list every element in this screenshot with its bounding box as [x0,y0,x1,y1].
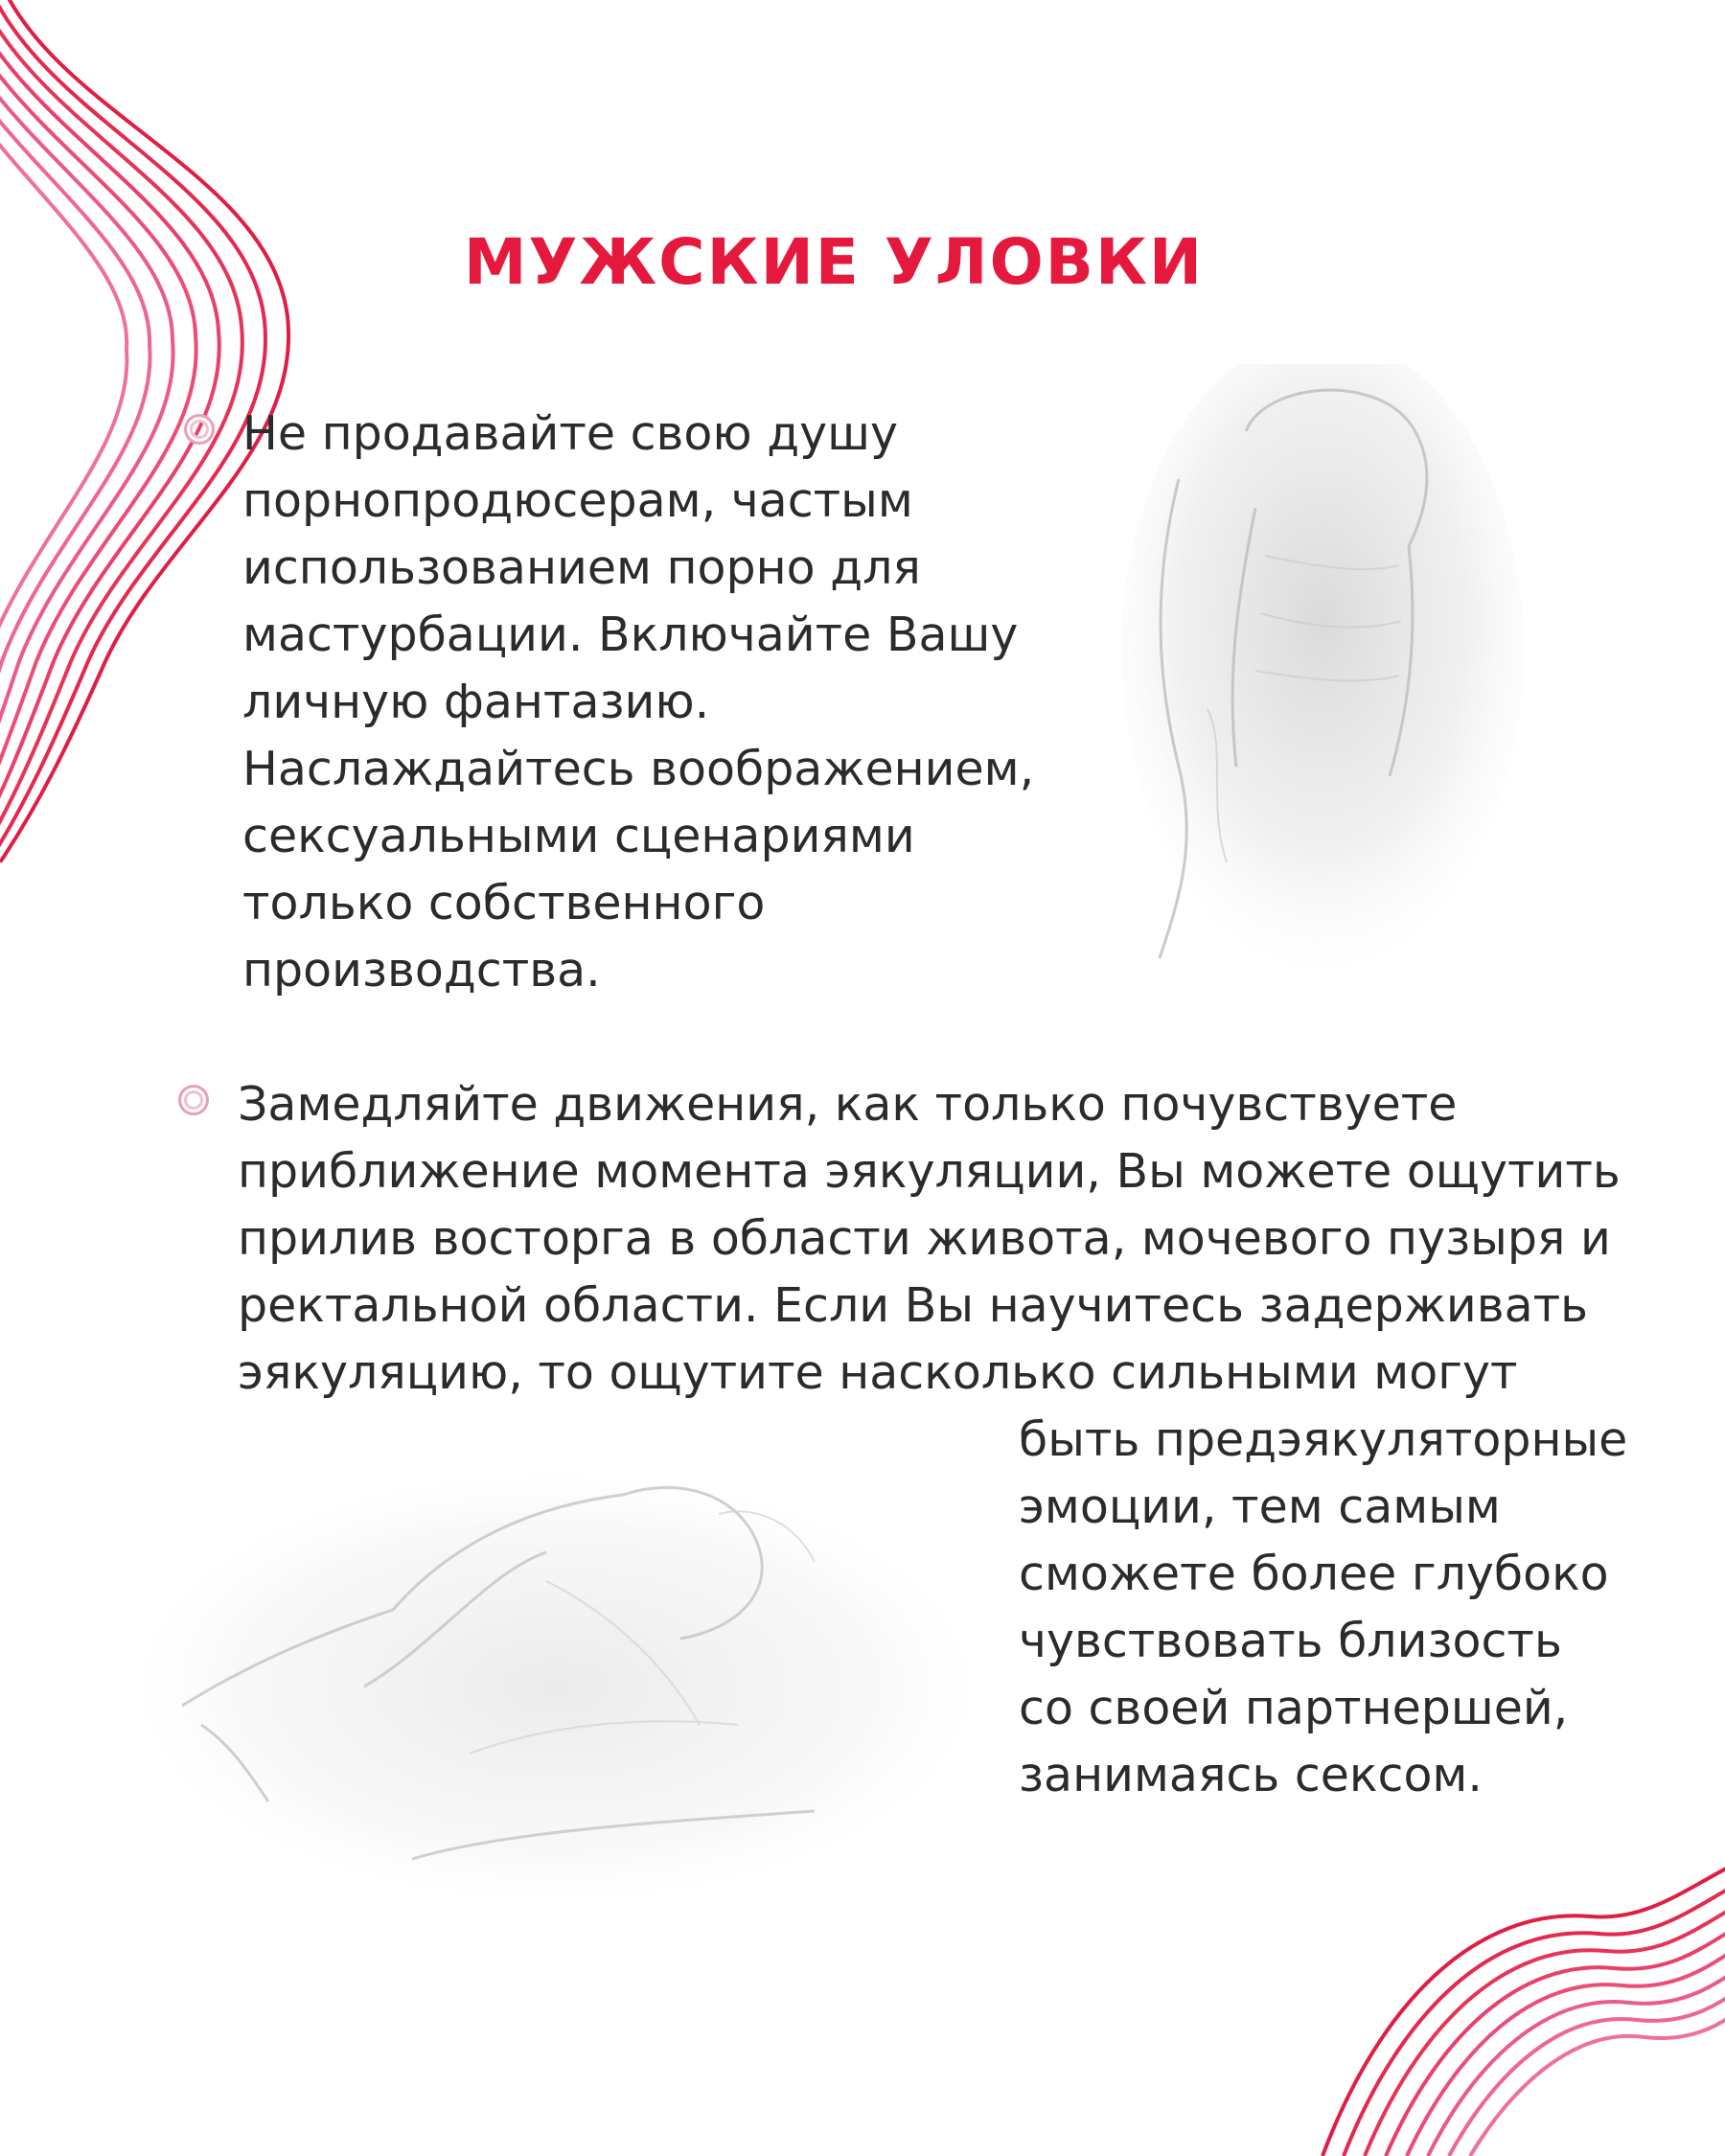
page-title: МУЖСКИЕ УЛОВКИ [463,225,1205,299]
text-line: приближение момента эякуляции, Вы можете ощутить [238,1144,1621,1199]
decorative-wave-bottom-right [1188,1811,1725,2156]
text-line: быть предэякуляторные [1019,1412,1628,1467]
text-line: сможете более глубоко [1019,1547,1609,1601]
text-line: использованием порно для [242,540,921,595]
sketch-illustration-bottom [144,1437,968,1897]
paragraph-2-continuation [1019,1407,1632,1809]
text-line: мастурбации. Включайте Вашу [242,608,1019,662]
ring-bullet-icon [184,414,215,445]
text-line: Не продавайте свою душу [242,406,898,461]
ring-bullet-icon [178,1085,209,1115]
text-line: сексуальными сценариями [242,809,915,863]
text-line: чувствовать близость [1019,1614,1562,1668]
text-line: производства. [242,943,601,998]
text-line: со своей партнершей, [1019,1681,1569,1735]
sketch-illustration-top [1121,364,1524,977]
paragraph-2 [238,1071,1621,1407]
text-line: личную фантазию. [242,675,710,729]
text-line: эмоции, тем самым [1019,1479,1501,1534]
paragraph-1 [242,401,1067,1004]
text-line: порнопродюсерам, частым [242,473,913,528]
text-line: прилив восторга в области живота, мочевого пузыря и [238,1211,1611,1266]
text-line: занимаясь сексом. [1019,1748,1483,1802]
text-line: эякуляцию, то ощутите насколько сильными могут [238,1345,1518,1400]
text-line: только собственного [242,876,766,930]
text-line: Замедляйте движения, как только почувствуете [238,1077,1458,1132]
text-line: ректальной области. Если Вы научитесь задерживать [238,1278,1589,1333]
text-line: Наслаждайтесь воображением, [242,742,1035,796]
